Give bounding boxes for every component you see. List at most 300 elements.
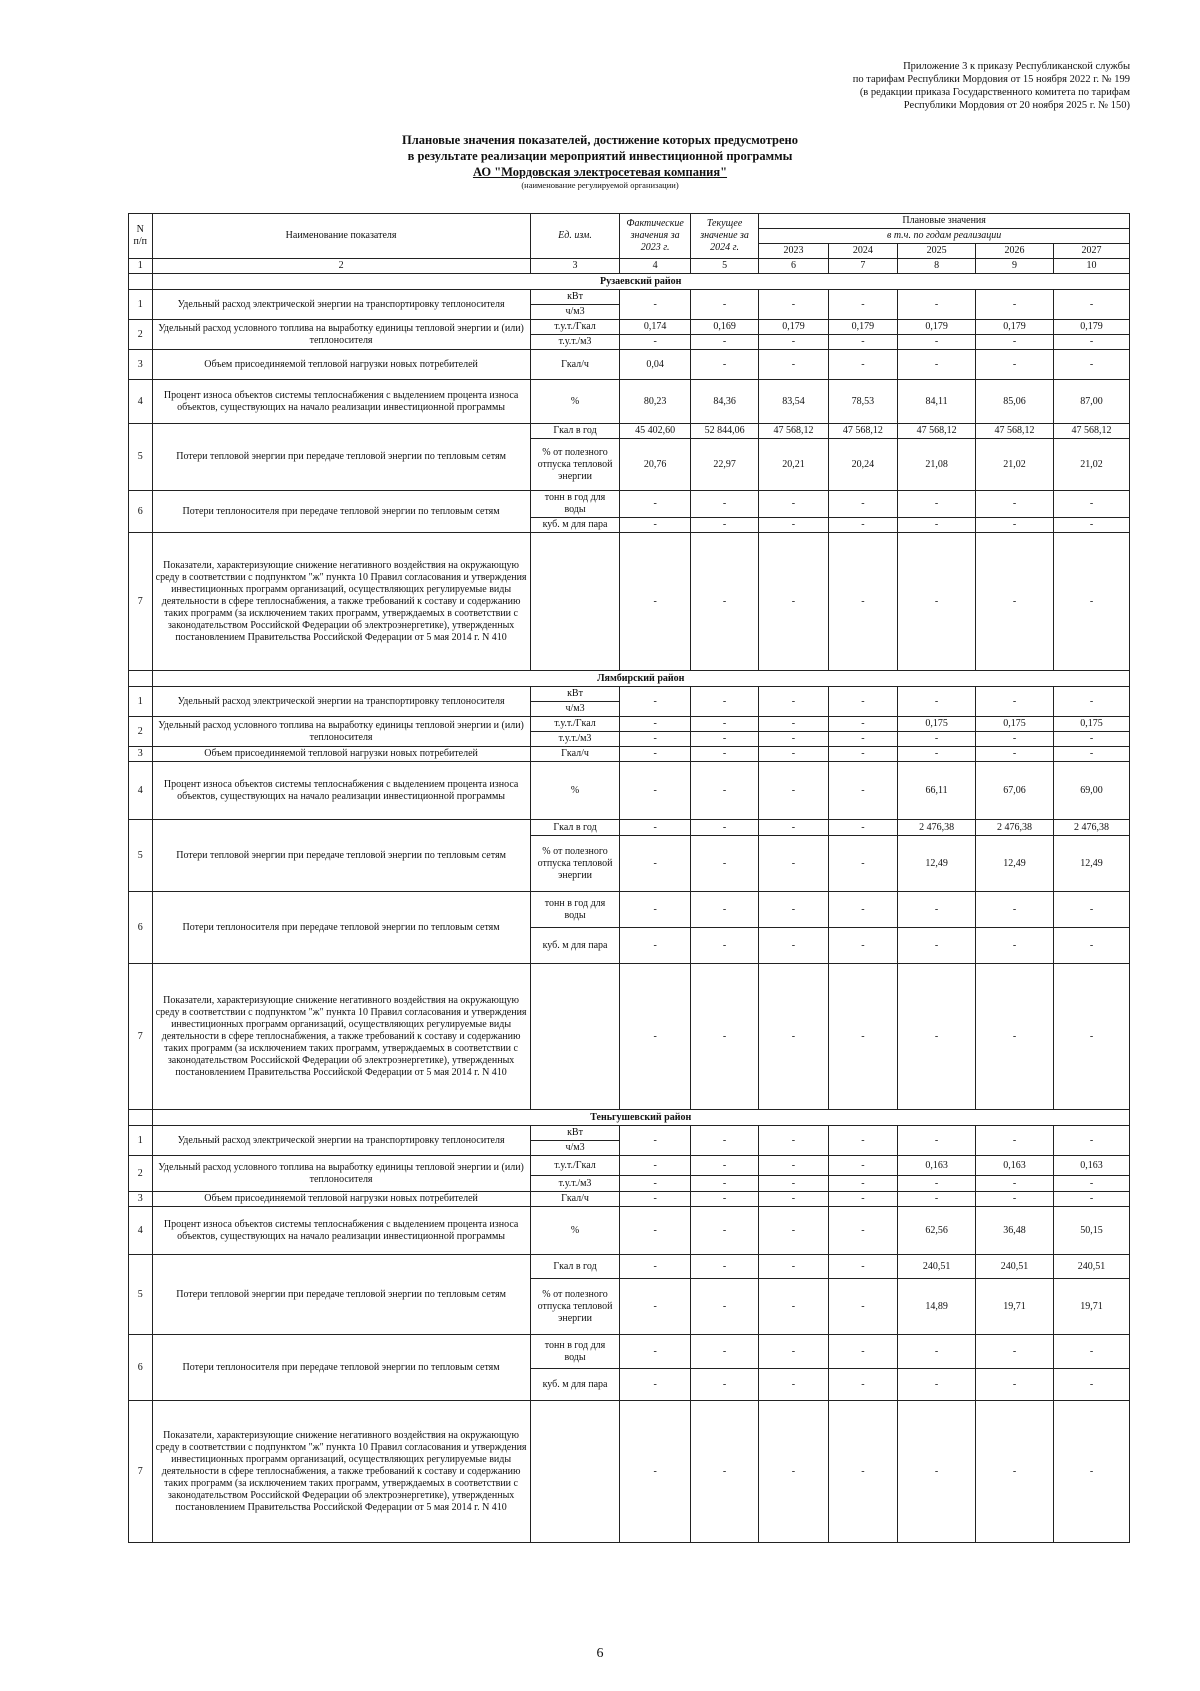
column-number: 5 xyxy=(690,259,758,274)
value-cell: 66,11 xyxy=(898,762,976,820)
value-cell: - xyxy=(759,1207,828,1255)
value-cell: - xyxy=(1054,687,1130,717)
row-number: 5 xyxy=(129,820,153,892)
value-cell: - xyxy=(828,820,897,836)
indicator-name: Потери теплоносителя при передаче тепловой энергии по тепловым сетям xyxy=(152,1335,530,1401)
value-cell: - xyxy=(759,335,828,350)
unit-cell: % xyxy=(530,1207,620,1255)
value-cell: - xyxy=(690,1279,758,1335)
region-spacer xyxy=(129,671,153,687)
indicator-name: Показатели, характеризующие снижение негативного воздействия на окружающую среду в соответствии с подпунктом "ж" пункта 10 Правил согласования и утверждения инвестиционных программ организаций, осуществляющих регулируемые виды деятельности в сфере теплоснабжения, а также требований к составу и содержанию таких программ (за исключением таких программ, утверждаемых в соответствии с законодательством Российской Федерации об электроэнергетике), утвержденных постановлением Правительства Российской Федерации от 5 мая 2014 г. N 410 xyxy=(152,533,530,671)
value-cell: - xyxy=(620,687,691,717)
value-cell: - xyxy=(828,747,897,762)
value-cell: 0,163 xyxy=(898,1156,976,1176)
row-number: 7 xyxy=(129,964,153,1110)
value-cell: - xyxy=(828,491,897,518)
value-cell: - xyxy=(898,964,976,1110)
indicator-name: Потери теплоносителя при передаче тепловой энергии по тепловым сетям xyxy=(152,491,530,533)
value-cell: - xyxy=(1054,892,1130,928)
row-number: 2 xyxy=(129,320,153,350)
value-cell: - xyxy=(690,1126,758,1156)
value-cell: - xyxy=(759,1192,828,1207)
appendix-line: по тарифам Республики Мордовия от 15 ноября 2022 г. № 199 xyxy=(852,74,1130,85)
value-cell: - xyxy=(976,335,1054,350)
value-cell: - xyxy=(828,1126,897,1156)
value-cell: - xyxy=(759,836,828,892)
value-cell: - xyxy=(976,1126,1054,1156)
unit-cell: ч/м3 xyxy=(530,1141,620,1156)
value-cell: - xyxy=(620,820,691,836)
title-line-2: в результате реализации мероприятий инвестиционной программы xyxy=(407,149,793,163)
row-number: 6 xyxy=(129,892,153,964)
value-cell: 0,04 xyxy=(620,350,691,380)
region-heading: Рузаевский район xyxy=(152,274,1130,290)
value-cell: 67,06 xyxy=(976,762,1054,820)
column-number: 6 xyxy=(759,259,828,274)
value-cell: - xyxy=(828,533,897,671)
unit-cell xyxy=(530,533,620,671)
row-number: 4 xyxy=(129,762,153,820)
value-cell: - xyxy=(976,533,1054,671)
indicator-name: Удельный расход электрической энергии на транспортировку теплоносителя xyxy=(152,1126,530,1156)
value-cell: - xyxy=(828,732,897,747)
value-cell: - xyxy=(898,518,976,533)
unit-cell: ч/м3 xyxy=(530,305,620,320)
value-cell: - xyxy=(759,1401,828,1543)
unit-cell: т.у.т./м3 xyxy=(530,335,620,350)
unit-cell: т.у.т./м3 xyxy=(530,732,620,747)
row-number: 2 xyxy=(129,1156,153,1192)
value-cell: - xyxy=(690,1255,758,1279)
indicator-name: Потери теплоносителя при передаче тепловой энергии по тепловым сетям xyxy=(152,892,530,964)
header-year: 2027 xyxy=(1054,244,1130,259)
value-cell: - xyxy=(828,717,897,732)
value-cell: 0,179 xyxy=(898,320,976,335)
unit-cell: куб. м для пара xyxy=(530,1369,620,1401)
value-cell: - xyxy=(976,1176,1054,1192)
indicator-name: Процент износа объектов системы теплоснабжения с выделением процента износа объектов, существующих на начало реализации инвестиционной программы xyxy=(152,380,530,424)
value-cell: - xyxy=(620,518,691,533)
region-heading: Теньгушевский район xyxy=(152,1110,1130,1126)
value-cell: 21,02 xyxy=(976,439,1054,491)
value-cell: 47 568,12 xyxy=(898,424,976,439)
value-cell: - xyxy=(1054,491,1130,518)
value-cell: - xyxy=(759,1126,828,1156)
value-cell: 85,06 xyxy=(976,380,1054,424)
value-cell: 36,48 xyxy=(976,1207,1054,1255)
value-cell: 0,163 xyxy=(1054,1156,1130,1176)
value-cell: - xyxy=(976,491,1054,518)
value-cell: 0,179 xyxy=(828,320,897,335)
value-cell: - xyxy=(690,533,758,671)
value-cell: - xyxy=(828,762,897,820)
row-number: 3 xyxy=(129,350,153,380)
value-cell: - xyxy=(690,820,758,836)
unit-cell: ч/м3 xyxy=(530,702,620,717)
value-cell: - xyxy=(828,928,897,964)
value-cell: - xyxy=(620,290,691,320)
unit-cell: кВт xyxy=(530,290,620,305)
value-cell: - xyxy=(828,687,897,717)
row-number: 3 xyxy=(129,1192,153,1207)
value-cell: - xyxy=(620,1401,691,1543)
value-cell: - xyxy=(828,518,897,533)
value-cell: - xyxy=(759,491,828,518)
value-cell: 20,21 xyxy=(759,439,828,491)
value-cell: - xyxy=(828,1335,897,1369)
value-cell: 0,179 xyxy=(759,320,828,335)
value-cell: - xyxy=(828,1192,897,1207)
value-cell: - xyxy=(620,1335,691,1369)
value-cell: 0,175 xyxy=(898,717,976,732)
header-year: 2026 xyxy=(976,244,1054,259)
value-cell: 2 476,38 xyxy=(1054,820,1130,836)
header-plan: Плановые значения xyxy=(759,214,1130,229)
value-cell: - xyxy=(759,687,828,717)
row-number: 4 xyxy=(129,1207,153,1255)
value-cell: - xyxy=(976,518,1054,533)
value-cell: 87,00 xyxy=(1054,380,1130,424)
value-cell: 21,02 xyxy=(1054,439,1130,491)
document-title xyxy=(0,132,1200,190)
value-cell: - xyxy=(898,533,976,671)
value-cell: - xyxy=(898,1176,976,1192)
value-cell: - xyxy=(690,747,758,762)
unit-cell: Гкал/ч xyxy=(530,1192,620,1207)
column-number: 3 xyxy=(530,259,620,274)
value-cell: - xyxy=(976,1401,1054,1543)
value-cell: - xyxy=(690,687,758,717)
unit-cell: % от полезного отпуска тепловой энергии xyxy=(530,1279,620,1335)
column-number: 8 xyxy=(898,259,976,274)
region-spacer xyxy=(129,1110,153,1126)
value-cell: - xyxy=(620,491,691,518)
indicator-name: Удельный расход электрической энергии на транспортировку теплоносителя xyxy=(152,687,530,717)
row-number: 2 xyxy=(129,717,153,747)
value-cell: - xyxy=(1054,1401,1130,1543)
region-heading: Лямбирский район xyxy=(152,671,1130,687)
value-cell: - xyxy=(828,350,897,380)
value-cell: - xyxy=(690,1401,758,1543)
value-cell: - xyxy=(759,762,828,820)
row-number: 1 xyxy=(129,1126,153,1156)
value-cell: - xyxy=(620,747,691,762)
value-cell: - xyxy=(759,350,828,380)
value-cell: - xyxy=(898,290,976,320)
value-cell: 20,24 xyxy=(828,439,897,491)
value-cell: - xyxy=(898,350,976,380)
indicator-name: Удельный расход электрической энергии на транспортировку теплоносителя xyxy=(152,290,530,320)
value-cell: - xyxy=(759,518,828,533)
value-cell: 0,179 xyxy=(1054,320,1130,335)
value-cell: - xyxy=(976,350,1054,380)
value-cell: 240,51 xyxy=(898,1255,976,1279)
value-cell: - xyxy=(759,1255,828,1279)
unit-cell: Гкал в год xyxy=(530,1255,620,1279)
value-cell: - xyxy=(759,1156,828,1176)
value-cell: 240,51 xyxy=(1054,1255,1130,1279)
row-number: 6 xyxy=(129,1335,153,1401)
row-number: 4 xyxy=(129,380,153,424)
value-cell: 0,175 xyxy=(976,717,1054,732)
header-current: Текущее значение за 2024 г. xyxy=(690,214,758,259)
value-cell: - xyxy=(828,892,897,928)
value-cell: - xyxy=(976,964,1054,1110)
value-cell: - xyxy=(828,1207,897,1255)
value-cell: - xyxy=(1054,747,1130,762)
value-cell: 45 402,60 xyxy=(620,424,691,439)
value-cell: - xyxy=(759,717,828,732)
row-number: 5 xyxy=(129,424,153,491)
value-cell: - xyxy=(620,836,691,892)
value-cell: 2 476,38 xyxy=(976,820,1054,836)
value-cell: - xyxy=(898,892,976,928)
value-cell: - xyxy=(1054,1192,1130,1207)
value-cell: - xyxy=(690,717,758,732)
value-cell: - xyxy=(759,928,828,964)
value-cell: - xyxy=(898,928,976,964)
value-cell: - xyxy=(759,290,828,320)
value-cell: 240,51 xyxy=(976,1255,1054,1279)
value-cell: - xyxy=(898,747,976,762)
page-number: 6 xyxy=(596,1646,604,1661)
region-spacer xyxy=(129,274,153,290)
title-line-1: Плановые значения показателей, достижение которых предусмотрено xyxy=(402,133,798,147)
value-cell: - xyxy=(1054,1176,1130,1192)
value-cell: - xyxy=(620,732,691,747)
value-cell: - xyxy=(1054,518,1130,533)
value-cell: - xyxy=(690,1176,758,1192)
unit-cell: % xyxy=(530,762,620,820)
row-number: 6 xyxy=(129,491,153,533)
value-cell: - xyxy=(759,964,828,1110)
value-cell: - xyxy=(828,290,897,320)
value-cell: - xyxy=(1054,732,1130,747)
value-cell: - xyxy=(690,290,758,320)
value-cell: 69,00 xyxy=(1054,762,1130,820)
value-cell: 83,54 xyxy=(759,380,828,424)
value-cell: 12,49 xyxy=(898,836,976,892)
indicators-table xyxy=(128,213,1130,1543)
value-cell: - xyxy=(690,335,758,350)
value-cell: 47 568,12 xyxy=(1054,424,1130,439)
value-cell: - xyxy=(898,732,976,747)
value-cell: - xyxy=(898,1369,976,1401)
value-cell: - xyxy=(1054,1126,1130,1156)
value-cell: 0,179 xyxy=(976,320,1054,335)
value-cell: - xyxy=(690,491,758,518)
header-name: Наименование показателя xyxy=(152,214,530,259)
value-cell: - xyxy=(898,1126,976,1156)
value-cell: 80,23 xyxy=(620,380,691,424)
value-cell: - xyxy=(759,820,828,836)
unit-cell: Гкал в год xyxy=(530,424,620,439)
value-cell: - xyxy=(898,491,976,518)
value-cell: - xyxy=(620,928,691,964)
unit-cell: тонн в год для воды xyxy=(530,491,620,518)
value-cell: - xyxy=(1054,335,1130,350)
header-unit: Ед. изм. xyxy=(530,214,620,259)
value-cell: - xyxy=(759,1176,828,1192)
column-number: 4 xyxy=(620,259,691,274)
row-number: 5 xyxy=(129,1255,153,1335)
value-cell: 12,49 xyxy=(1054,836,1130,892)
value-cell: - xyxy=(828,1255,897,1279)
value-cell: - xyxy=(690,1369,758,1401)
value-cell: - xyxy=(620,717,691,732)
value-cell: 12,49 xyxy=(976,836,1054,892)
value-cell: - xyxy=(690,1156,758,1176)
value-cell: 20,76 xyxy=(620,439,691,491)
appendix-line: Республики Мордовия от 20 ноября 2025 г. № 150) xyxy=(903,100,1130,111)
value-cell: - xyxy=(1054,290,1130,320)
column-number: 7 xyxy=(828,259,897,274)
indicator-name: Процент износа объектов системы теплоснабжения с выделением процента износа объектов, существующих на начало реализации инвестиционной программы xyxy=(152,762,530,820)
column-number: 9 xyxy=(976,259,1054,274)
value-cell: 0,175 xyxy=(1054,717,1130,732)
value-cell: 0,169 xyxy=(690,320,758,335)
indicator-name: Удельный расход условного топлива на выработку единицы тепловой энергии и (или) теплоносителя xyxy=(152,1156,530,1192)
appendix-line: Приложение 3 к приказу Республиканской службы xyxy=(903,61,1130,72)
value-cell: 0,174 xyxy=(620,320,691,335)
header-plan-sub: в т.ч. по годам реализации xyxy=(759,229,1130,244)
value-cell: - xyxy=(976,928,1054,964)
value-cell: 19,71 xyxy=(976,1279,1054,1335)
value-cell: 47 568,12 xyxy=(976,424,1054,439)
indicator-name: Объем присоединяемой тепловой нагрузки новых потребителей xyxy=(152,350,530,380)
value-cell: - xyxy=(690,1335,758,1369)
value-cell: - xyxy=(620,1156,691,1176)
unit-cell xyxy=(530,964,620,1110)
value-cell: - xyxy=(828,1369,897,1401)
value-cell: 62,56 xyxy=(898,1207,976,1255)
value-cell: - xyxy=(690,1207,758,1255)
value-cell: 0,163 xyxy=(976,1156,1054,1176)
unit-cell: тонн в год для воды xyxy=(530,1335,620,1369)
value-cell: - xyxy=(1054,350,1130,380)
indicator-name: Показатели, характеризующие снижение негативного воздействия на окружающую среду в соответствии с подпунктом "ж" пункта 10 Правил согласования и утверждения инвестиционных программ организаций, осуществляющих регулируемые виды деятельности в сфере теплоснабжения, а также требований к составу и содержанию таких программ (за исключением таких программ, утверждаемых в соответствии с законодательством Российской Федерации об электроэнергетике), утвержденных постановлением Правительства Российской Федерации от 5 мая 2014 г. N 410 xyxy=(152,964,530,1110)
value-cell: - xyxy=(759,533,828,671)
value-cell: - xyxy=(976,892,1054,928)
unit-cell: т.у.т./м3 xyxy=(530,1176,620,1192)
value-cell: - xyxy=(690,518,758,533)
value-cell: - xyxy=(690,964,758,1110)
unit-cell: т.у.т./Гкал xyxy=(530,717,620,732)
column-number: 10 xyxy=(1054,259,1130,274)
indicator-name: Объем присоединяемой тепловой нагрузки новых потребителей xyxy=(152,1192,530,1207)
row-number: 3 xyxy=(129,747,153,762)
value-cell: 84,36 xyxy=(690,380,758,424)
value-cell: 84,11 xyxy=(898,380,976,424)
row-number: 7 xyxy=(129,533,153,671)
value-cell: 78,53 xyxy=(828,380,897,424)
value-cell: - xyxy=(976,687,1054,717)
header-n: N п/п xyxy=(129,214,153,259)
row-number: 1 xyxy=(129,290,153,320)
value-cell: - xyxy=(828,1401,897,1543)
value-cell: - xyxy=(898,1192,976,1207)
value-cell: - xyxy=(690,892,758,928)
value-cell: - xyxy=(759,892,828,928)
value-cell: - xyxy=(620,1176,691,1192)
value-cell: - xyxy=(1054,928,1130,964)
unit-cell xyxy=(530,1401,620,1543)
value-cell: - xyxy=(1054,964,1130,1110)
indicator-name: Процент износа объектов системы теплоснабжения с выделением процента износа объектов, существующих на начало реализации инвестиционной программы xyxy=(152,1207,530,1255)
value-cell: - xyxy=(620,1279,691,1335)
value-cell: 22,97 xyxy=(690,439,758,491)
value-cell: - xyxy=(976,1192,1054,1207)
value-cell: - xyxy=(620,1369,691,1401)
appendix-reference xyxy=(853,60,1130,112)
value-cell: - xyxy=(620,1192,691,1207)
indicator-name: Потери тепловой энергии при передаче тепловой энергии по тепловым сетям xyxy=(152,424,530,491)
appendix-line: (в редакции приказа Государственного комитета по тарифам xyxy=(859,87,1130,98)
value-cell: - xyxy=(759,1279,828,1335)
value-cell: - xyxy=(690,928,758,964)
header-fact: Фактические значения за 2023 г. xyxy=(620,214,691,259)
column-number: 1 xyxy=(129,259,153,274)
value-cell: - xyxy=(828,335,897,350)
value-cell: - xyxy=(620,335,691,350)
value-cell: - xyxy=(898,335,976,350)
unit-cell: т.у.т./Гкал xyxy=(530,1156,620,1176)
value-cell: - xyxy=(690,1192,758,1207)
value-cell: - xyxy=(620,1126,691,1156)
value-cell: - xyxy=(898,1401,976,1543)
header-year: 2024 xyxy=(828,244,897,259)
value-cell: - xyxy=(759,1369,828,1401)
value-cell: - xyxy=(976,747,1054,762)
value-cell: 2 476,38 xyxy=(898,820,976,836)
value-cell: - xyxy=(620,892,691,928)
column-number: 2 xyxy=(152,259,530,274)
value-cell: - xyxy=(620,1255,691,1279)
value-cell: 19,71 xyxy=(1054,1279,1130,1335)
unit-cell: Гкал/ч xyxy=(530,747,620,762)
value-cell: - xyxy=(898,1335,976,1369)
value-cell: - xyxy=(690,732,758,747)
value-cell: - xyxy=(898,687,976,717)
value-cell: - xyxy=(690,836,758,892)
unit-cell: Гкал/ч xyxy=(530,350,620,380)
value-cell: 47 568,12 xyxy=(759,424,828,439)
unit-cell: % от полезного отпуска тепловой энергии xyxy=(530,439,620,491)
indicator-name: Потери тепловой энергии при передаче тепловой энергии по тепловым сетям xyxy=(152,1255,530,1335)
value-cell: - xyxy=(828,964,897,1110)
value-cell: - xyxy=(828,836,897,892)
value-cell: - xyxy=(828,1279,897,1335)
indicator-name: Потери тепловой энергии при передаче тепловой энергии по тепловым сетям xyxy=(152,820,530,892)
unit-cell: тонн в год для воды xyxy=(530,892,620,928)
indicator-name: Удельный расход условного топлива на выработку единицы тепловой энергии и (или) теплоносителя xyxy=(152,320,530,350)
value-cell: - xyxy=(976,290,1054,320)
row-number: 7 xyxy=(129,1401,153,1543)
unit-cell: % от полезного отпуска тепловой энергии xyxy=(530,836,620,892)
value-cell: - xyxy=(620,533,691,671)
value-cell: - xyxy=(976,1369,1054,1401)
header-year: 2025 xyxy=(898,244,976,259)
value-cell: - xyxy=(976,732,1054,747)
value-cell: - xyxy=(620,964,691,1110)
value-cell: 52 844,06 xyxy=(690,424,758,439)
value-cell: - xyxy=(759,1335,828,1369)
value-cell: - xyxy=(828,1156,897,1176)
value-cell: 14,89 xyxy=(898,1279,976,1335)
unit-cell: кВт xyxy=(530,687,620,702)
value-cell: 50,15 xyxy=(1054,1207,1130,1255)
organization-caption: (наименование регулируемой организации) xyxy=(521,180,679,190)
